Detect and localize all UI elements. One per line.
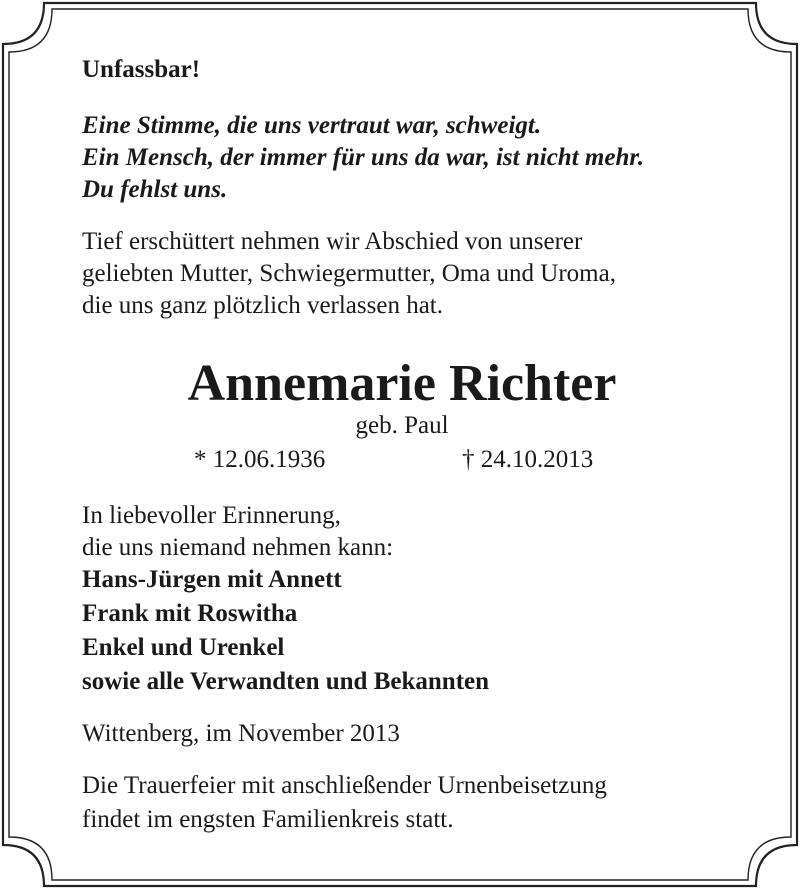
intro-line-1: Tief erschüttert nehmen wir Abschied von unserer xyxy=(82,228,583,255)
place-date: Wittenberg, im November 2013 xyxy=(82,720,400,747)
verse-line-1: Eine Stimme, die uns vertraut war, schweigt. xyxy=(82,112,542,139)
verse-line-3: Du fehlst uns. xyxy=(82,176,228,203)
mourner-2: Frank mit Roswitha xyxy=(82,600,298,627)
intro-line-3: die uns ganz plötzlich verlassen hat. xyxy=(82,292,443,319)
mourner-1: Hans-Jürgen mit Annett xyxy=(82,566,342,593)
mourner-4: sowie alle Verwandten und Bekannten xyxy=(82,668,490,695)
remembrance-line-1: In liebevoller Erinnerung, xyxy=(82,502,341,529)
remembrance-line-2: die uns niemand nehmen kann: xyxy=(82,534,394,561)
verse-line-2: Ein Mensch, der immer für uns da war, ist nicht mehr. xyxy=(82,144,644,171)
intro-line-2: geliebten Mutter, Schwiegermutter, Oma und Uroma, xyxy=(82,260,616,287)
funeral-note-line-2: findet im engsten Familienkreis statt. xyxy=(82,806,454,833)
funeral-note-line-1: Die Trauerfeier mit anschließender Urnenbeisetzung xyxy=(82,772,607,799)
mourner-3: Enkel und Urenkel xyxy=(82,634,285,661)
death-date: † 24.10.2013 xyxy=(462,446,594,473)
heading: Unfassbar! xyxy=(82,56,201,83)
maiden-name: geb. Paul xyxy=(355,412,449,439)
deceased-name: Annemarie Richter xyxy=(187,355,617,412)
birth-date: * 12.06.1936 xyxy=(194,446,326,473)
